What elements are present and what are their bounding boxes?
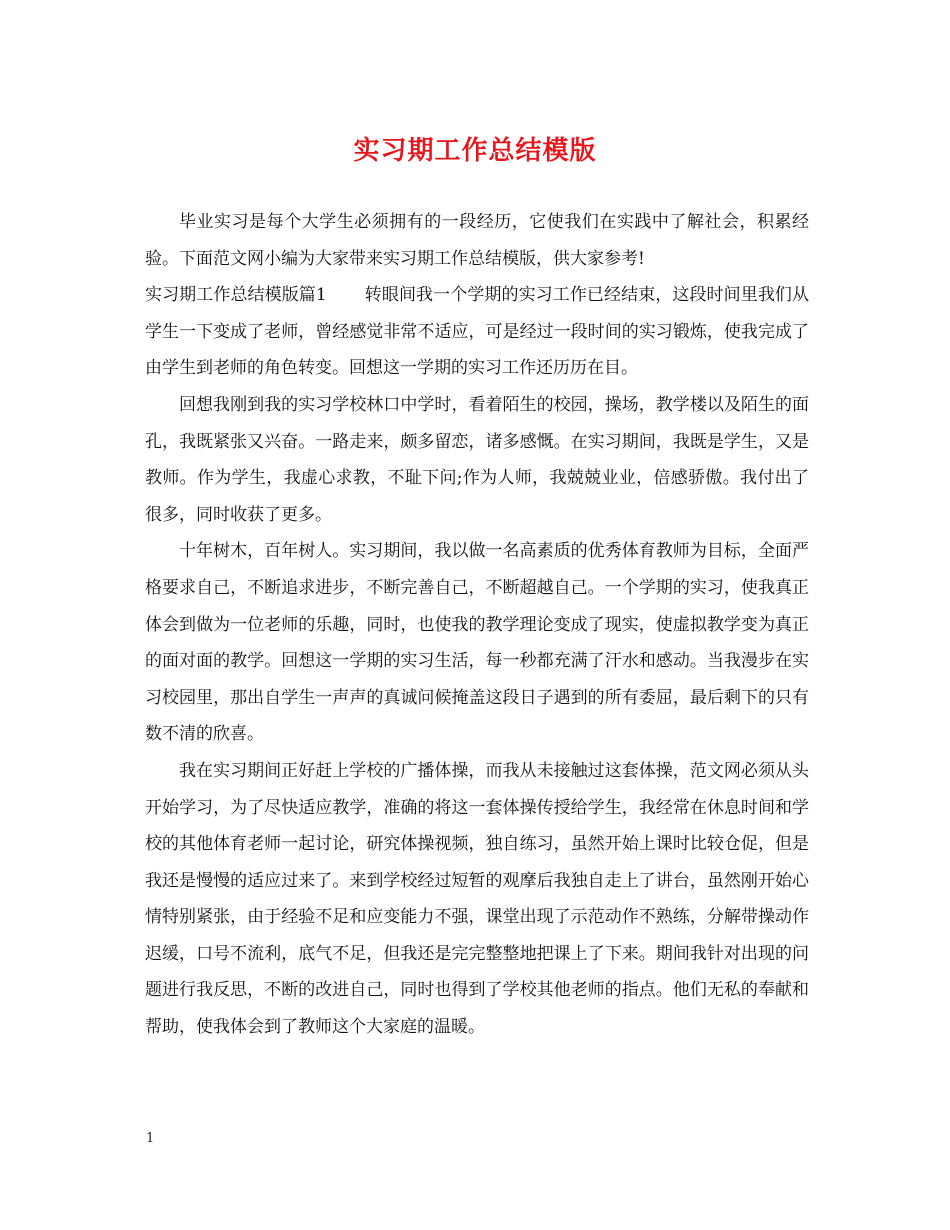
section-first-paragraph <box>145 277 809 387</box>
intro-paragraph: 毕业实习是每个大学生必须拥有的一段经历，它使我们在实践中了解社会，积累经验。下面范文网小编为大家带来实习期工作总结模版，供大家参考! <box>145 212 809 269</box>
body-paragraph-1: 回想我刚到我的实习学校林口中学时，看着陌生的校园，操场，教学楼以及陌生的面孔，我既紧张又兴奋。一路走来，颇多留恋，诸多感慨。在实习期间，我既是学生，又是教师。作为学生，我虚心求教，不耻下问;作为人师，我兢兢业业，倍感骄傲。我付出了很多，同时收获了更多。 <box>145 394 809 525</box>
page-number: 1 <box>146 1131 155 1146</box>
section-first-paragraph-text: 转眼间我一个学期的实习工作已经结束，这段时间里我们从学生一下变成了老师，曾经感觉非常不适应，可是经过一段时间的实习锻炼，使我完成了由学生到老师的角色转变。回想这一学期的实习工作还历历在目。 <box>145 285 809 379</box>
document-title: 实习期工作总结模版 <box>353 136 597 166</box>
document-body <box>145 204 809 1046</box>
body-paragraph-3: 我在实习期间正好赶上学校的广播体操，而我从未接触过这套体操，范文网必须从头开始学习，为了尽快适应教学，准确的将这一套体操传授给学生，我经常在休息时间和学校的其他体育老师一起讨论，研究体操视频，独自练习，虽然开始上课时比较仓促，但是我还是慢慢的适应过来了。来到学校经过短暂的观摩后我独自走上了讲台，虽然刚开始心情特别紧张，由于经验不足和应变能力不强，课堂出现了示范动作不熟练，分解带操动作迟缓，口号不流利，底气不足，但我还是完完整整地把课上了下来。期间我针对出现的问题进行我反思，不断的改进自己，同时也得到了学校其他老师的指点。他们无私的奉献和帮助，使我体会到了教师这个大家庭的温暖。 <box>145 760 809 1038</box>
section-heading: 实习期工作总结模版篇1 <box>145 285 327 306</box>
body-paragraph-2: 十年树木，百年树人。实习期间，我以做一名高素质的优秀体育教师为目标，全面严格要求自己，不断追求进步，不断完善自己，不断超越自己。一个学期的实习，使我真正体会到做为一位老师的乐趣，同时，也使我的教学理论变成了现实，使虚拟教学变为真正的面对面的教学。回想这一学期的实习生活，每一秒都充满了汗水和感动。当我漫步在实习校园里，那出自学生一声声的真诚问候掩盖这段日子遇到的所有委屈，最后剩下的只有数不清的欣喜。 <box>145 541 809 745</box>
